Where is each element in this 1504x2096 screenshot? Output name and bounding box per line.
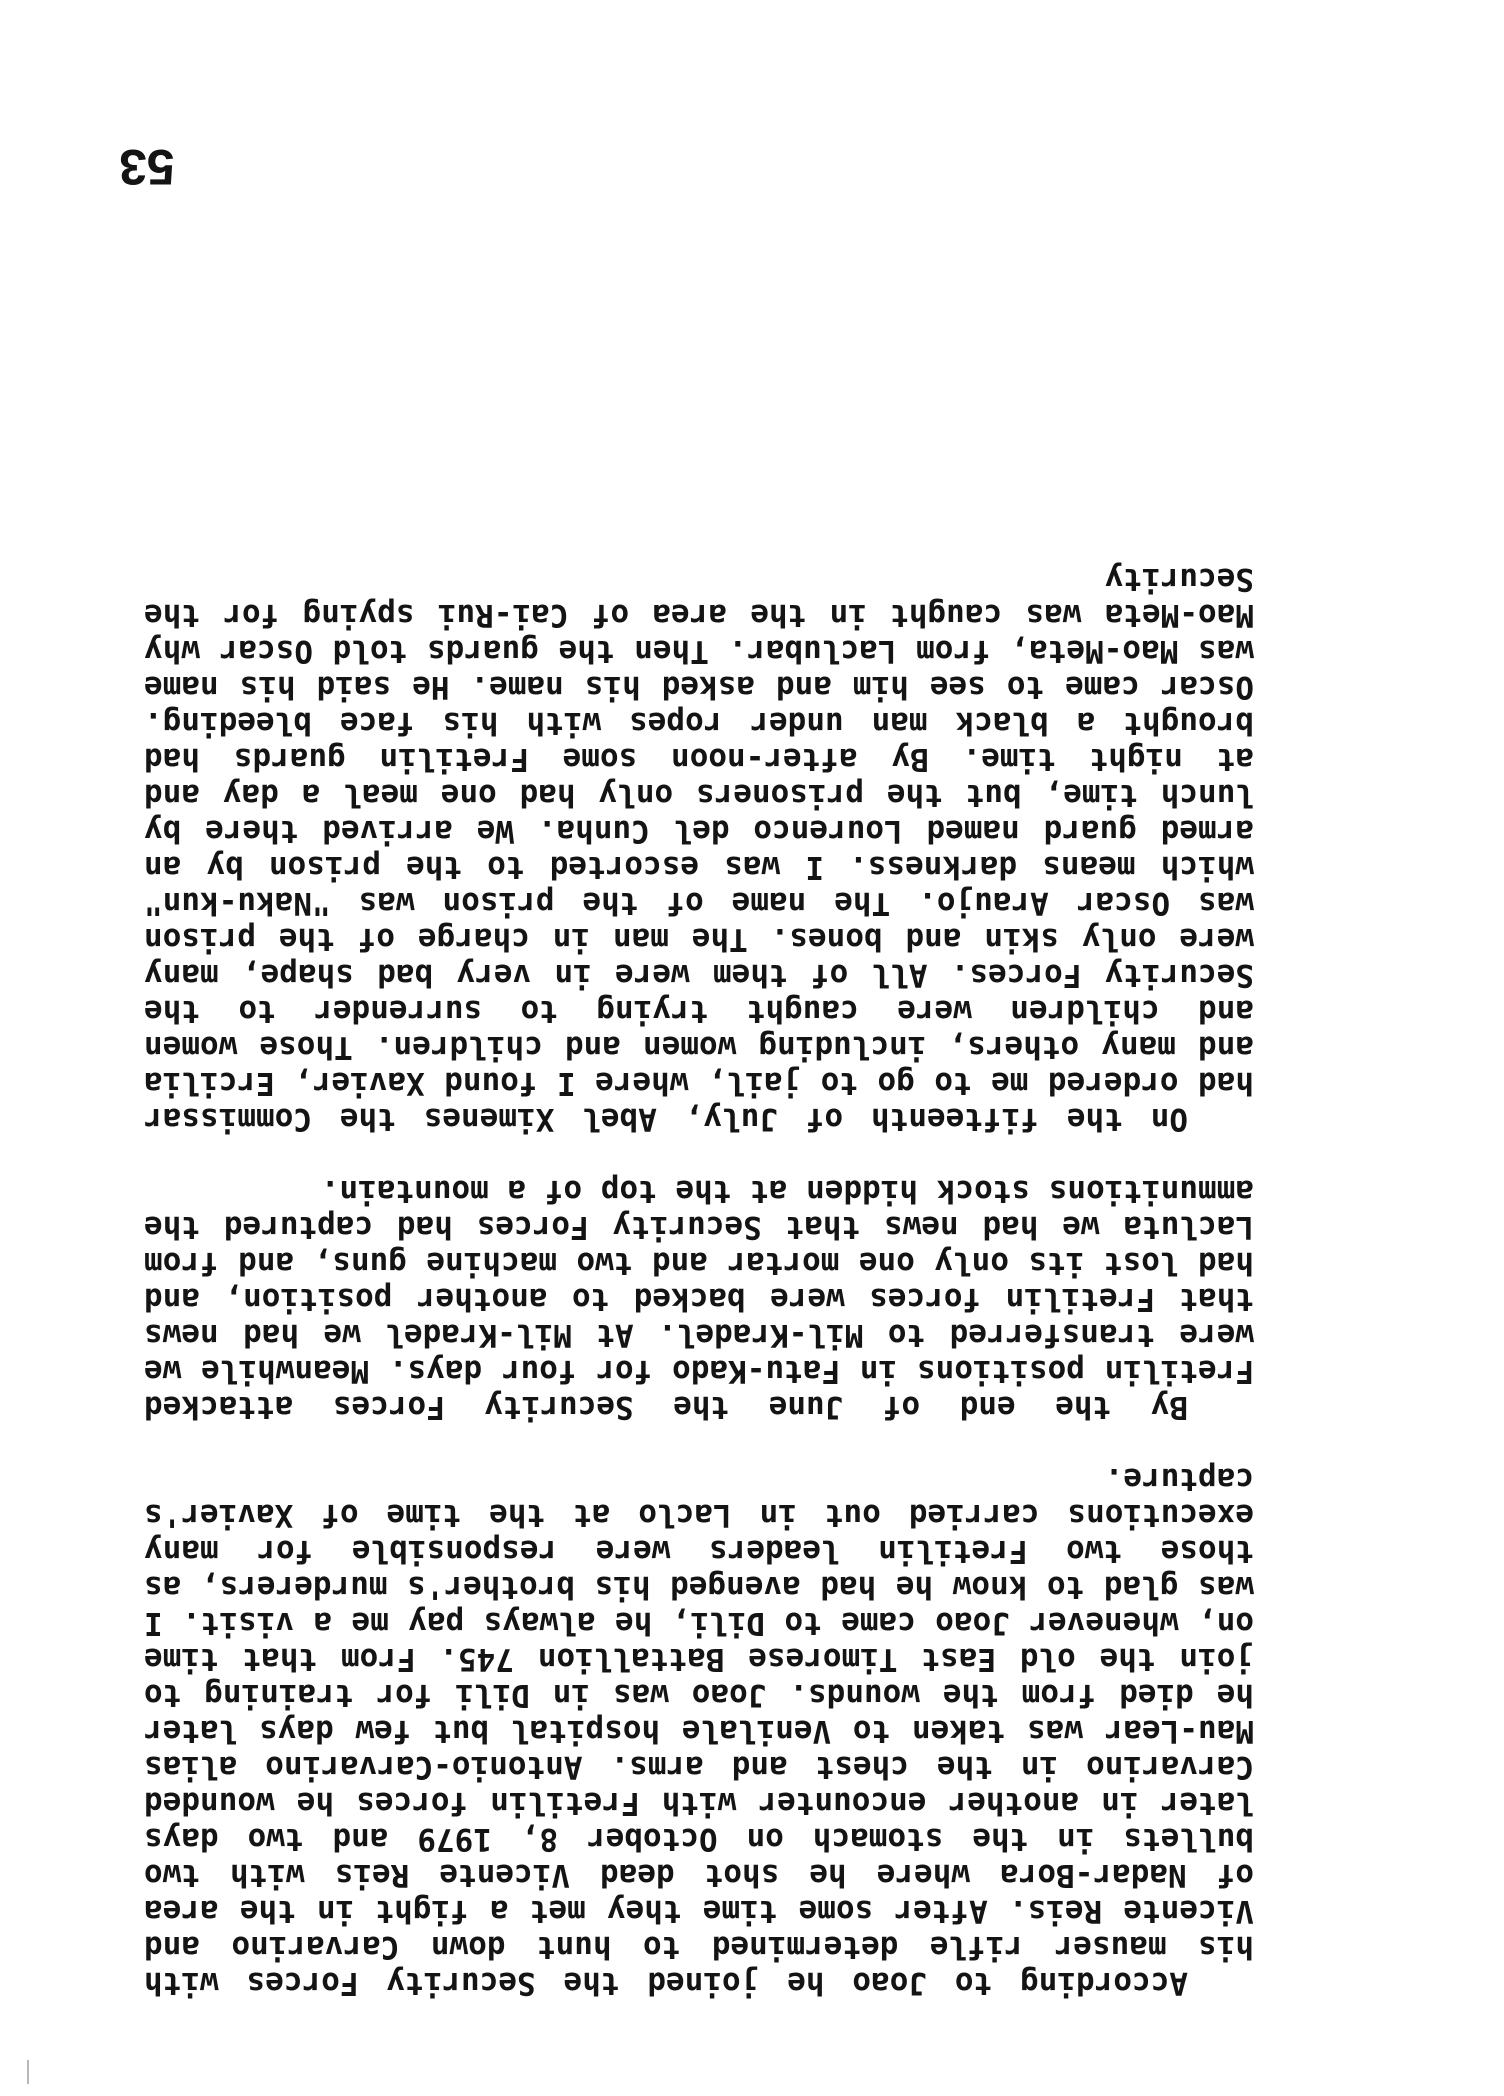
paragraph-prison-naku-kun: On the fifteenth of July, Abel Ximenes the Commissar had ordered me to go to jail, where I found Xavier, Ercilia and many others, including women and children. Those women and children were caught trying to surrender to the Security Forces. All of them were in very bad shape, many were only skin and bones. The man in charge of the prison was Oscar Araujo. The name of the prison was "Naku-kun" which means darkness. I was escorted to the prison by an armed guard named Lourenco del Cunha. We arrived there by lunch time, but the prisoners only had one meal a day and at night time. By after-noon some Fretilin guards had brought a black man under ropes with his face bleeding. Oscar came to see him and asked his name. He said his name was Mao-Meta, from Laclubar. Then the guards told Oscar why Mao-Meta was caught in the area of Cai-Rui spying for the Security — [144, 561, 1254, 1137]
body-text — [144, 525, 1254, 2001]
page-number: 53 — [119, 139, 175, 195]
paragraph-june-attack: By the end of June the Security Forces attacked Fretilin positions in Fatu-Kado for four days. Meanwhile we were transferred to Mil-Kradel. At Mil-Kradel we had news that Fretilin forces were backed to another position, and had lost its only one mortar and two machine guns, and from Lacluta we had news that Security Forces had captured the ammunitions stock hidden at the top of a mountain. — [144, 1173, 1254, 1425]
paragraph-joao-revenge: According to Joao he joined the Security Forces with his mauser rifle determined to hunt down Carvarino and Vicente Reis. After some time they met a fight in the area of Nadar-Bora where he shot dead Vicente Reis with two bullets in the stomach on October 8, 1979 and two days later in another encounter with Fretilin forces he wounded Carvarino in the chest and arms. Antonio-Carvarino alias Mau-Lear was taken to Venilale hospital but few days later he died from the wounds. Joao was in Dili for training to join the old East Timorese Battallion 745. From that time on, whenever Joao came to Dili, he always pay me a visit. I was glad to know he had avenged his brother's murderers, as those two Fretilin leaders were responsible for many executions carried out in Laclo at the time of Xavier's capture. — [144, 1461, 1254, 2001]
scan-edge-mark — [27, 2060, 29, 2084]
